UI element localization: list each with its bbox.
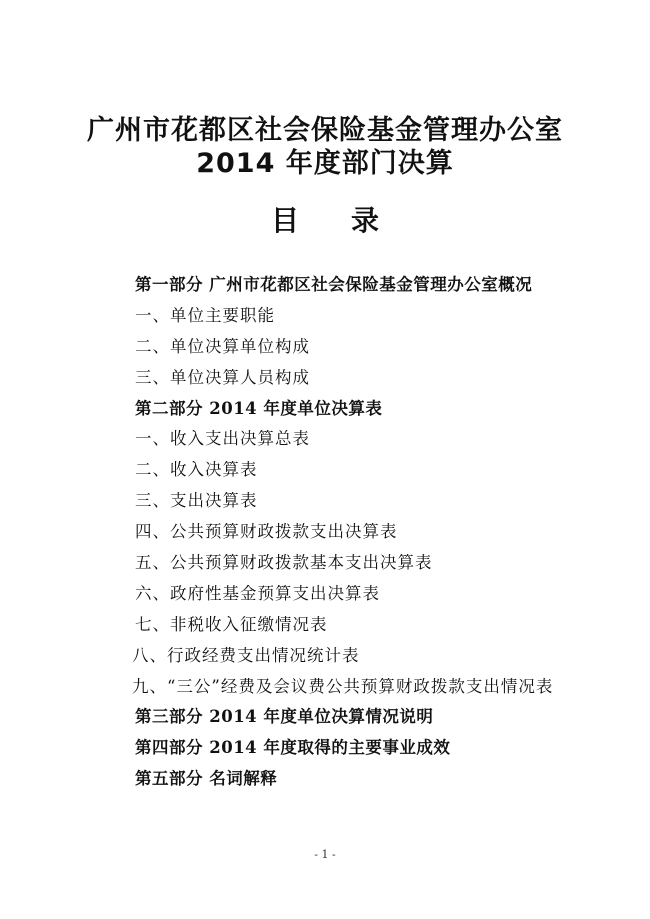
- toc-item: 一、收入支出决算总表: [135, 429, 310, 449]
- toc-item: 三、单位决算人员构成: [135, 367, 310, 387]
- toc-part-2: 第二部分 2014 年度单位决算表: [135, 398, 383, 418]
- document-title: 广州市花都区社会保险基金管理办公室: [87, 115, 563, 146]
- toc-item: 五、公共预算财政拨款基本支出决算表: [135, 553, 433, 573]
- toc-heading-right: 录: [351, 204, 380, 237]
- toc-heading: [0, 204, 650, 237]
- toc-part-1: 第一部分 广州市花都区社会保险基金管理办公室概况: [135, 275, 533, 294]
- toc-item: 二、单位决算单位构成: [135, 336, 310, 356]
- toc-item: 九、“三公”经费及会议费公共预算财政拨款支出情况表: [132, 676, 554, 696]
- page-number: - 1 -: [314, 848, 336, 861]
- toc-part-3: 第三部分 2014 年度单位决算情况说明: [135, 707, 434, 727]
- toc-part-5: 第五部分 名词解释: [135, 769, 278, 789]
- document-subtitle: 2014 年度部门决算: [196, 148, 454, 179]
- toc-item: 八、行政经费支出情况统计表: [132, 645, 360, 665]
- toc-item: 一、单位主要职能: [135, 305, 275, 325]
- toc-item: 二、收入决算表: [135, 460, 258, 480]
- toc-heading-left: 目: [270, 204, 299, 237]
- toc-part-4: 第四部分 2014 年度取得的主要事业成效: [135, 738, 451, 758]
- toc-item: 四、公共预算财政拨款支出决算表: [135, 522, 398, 542]
- table-of-contents: [132, 270, 615, 795]
- toc-item: 三、支出决算表: [135, 491, 258, 511]
- toc-item: 七、非税收入征缴情况表: [135, 614, 328, 634]
- toc-item: 六、政府性基金预算支出决算表: [135, 583, 380, 603]
